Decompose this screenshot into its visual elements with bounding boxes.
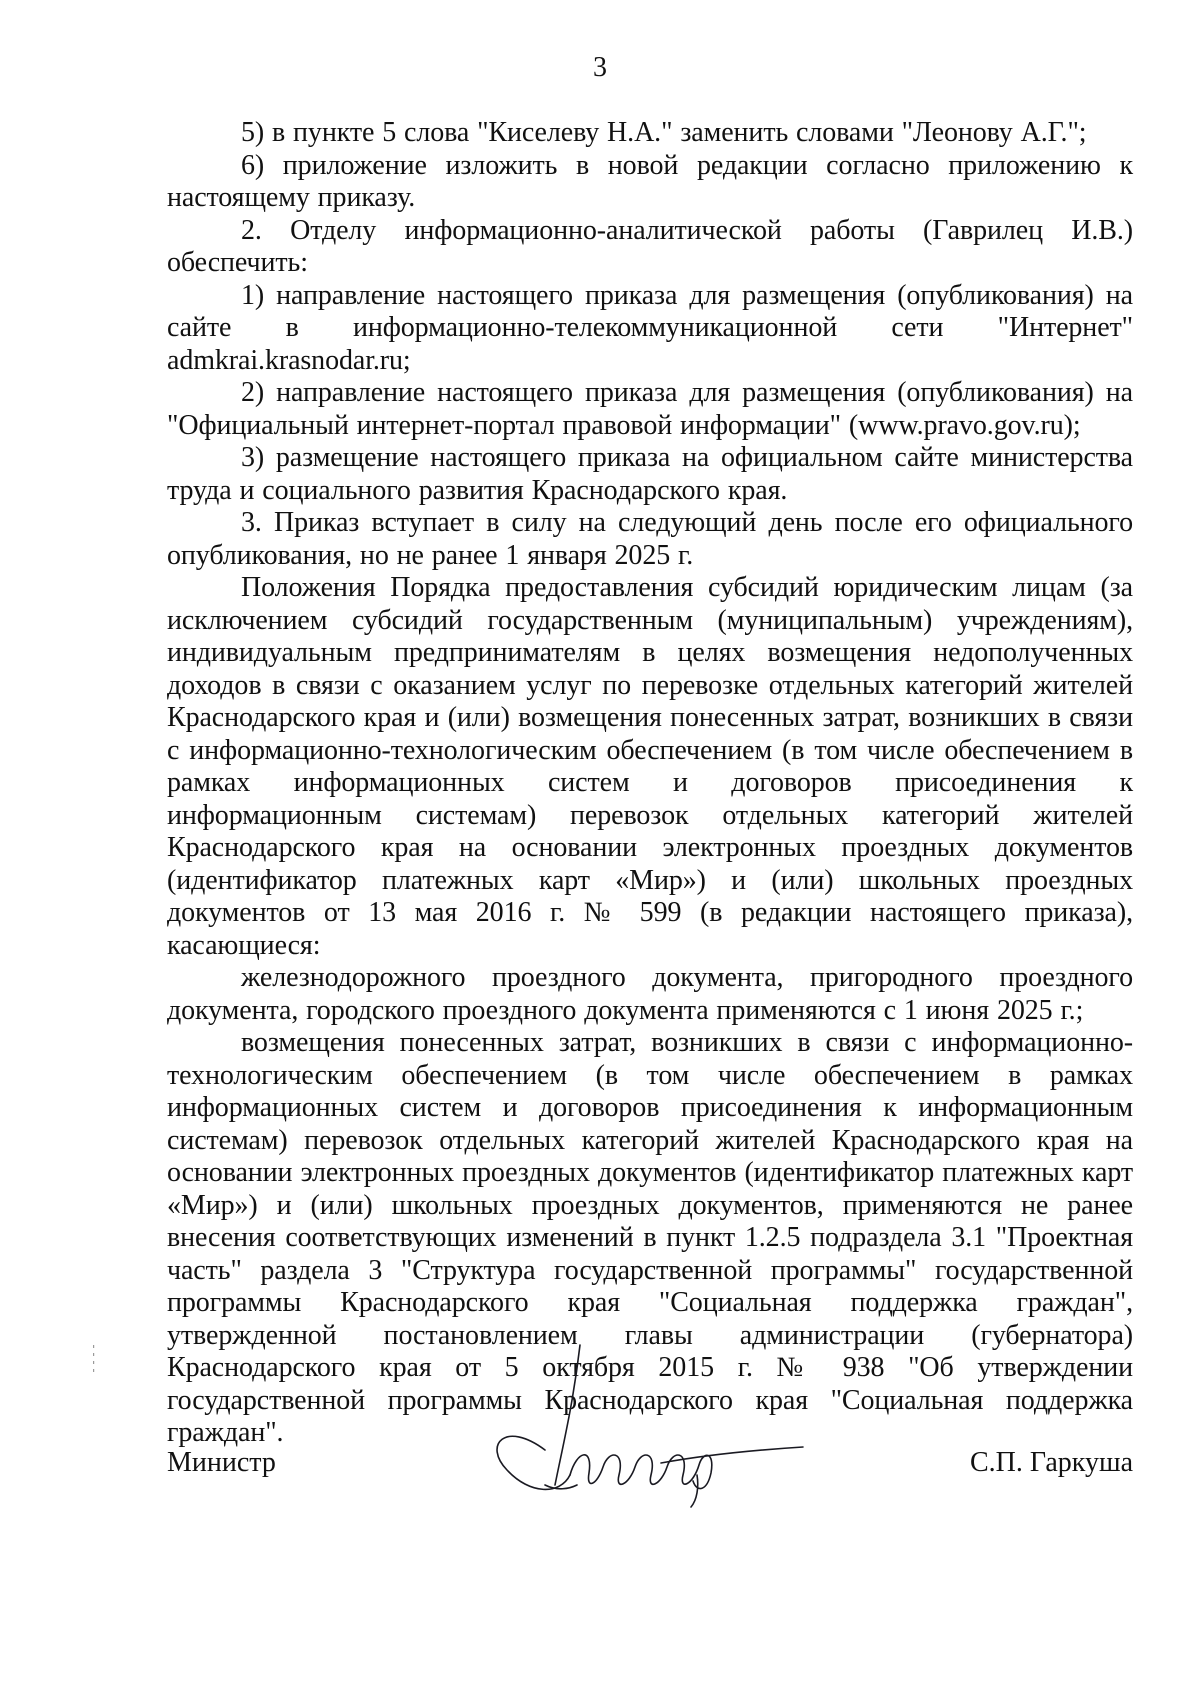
- paragraph-3: 2. Отделу информационно-аналитической работы (Гаврилец И.В.) обеспечить:: [167, 214, 1133, 278]
- signatory-title: Министр: [167, 1447, 276, 1478]
- paragraph-8: Положения Порядка предоставления субсидий юридическим лицам (за исключением субсидий государственным (муниципальным) учреждениям), индивидуальным предпринимателям в целях возмещения недополученных доходов в связи с оказанием услуг по перевозке отдельных категорий жителей Краснодарского края и (или) возмещения понесенных затрат, возникших в связи с информационно-технологическим обеспечением (в том числе обеспечением в рамках информационных систем и договоров присоединения к информационным системам) перевозок отдельных категорий жителей Краснодарского края на основании электронных проездных документов (идентификатор платежных карт «Мир») и (или) школьных проездных документов от 13 мая 2016 г. № 599 (в редакции настоящего приказа), касающиеся:: [167, 572, 1133, 961]
- document-body: [167, 117, 1133, 1450]
- signature-row: [167, 1443, 1133, 1483]
- paragraph-5: 2) направление настоящего приказа для размещения (опубликования) на "Официальный интернет-портал правовой информации" (www.pravo.gov.ru);: [167, 377, 1133, 441]
- scan-artifact-mark: [92, 1345, 96, 1385]
- paragraph-6: 3) размещение настоящего приказа на официальном сайте министерства труда и социального развития Краснодарского края.: [167, 442, 1133, 506]
- handwritten-signature: [485, 1335, 805, 1520]
- page-number: 3: [593, 52, 607, 83]
- paragraph-9: железнодорожного проездного документа, пригородного проездного документа, городского проездного документа применяются с 1 июня 2025 г.;: [167, 962, 1133, 1026]
- paragraph-1: 5) в пункте 5 слова "Киселеву Н.А." заменить словами "Леонову А.Г.";: [241, 117, 1087, 148]
- paragraph-10: возмещения понесенных затрат, возникших в связи с информационно-технологическим обеспечением (в том числе обеспечением в рамках информационных систем и договоров присоединения к информационным системам) перевозок отдельных категорий жителей Краснодарского края на основании электронных проездных документов (идентификатор платежных карт «Мир») и (или) школьных проездных документов, применяются не ранее внесения соответствующих изменений в пункт 1.2.5 подраздела 3.1 "Проектная часть" раздела 3 "Структура государственной программы" государственной программы Краснодарского края "Социальная поддержка граждан", утвержденной постановлением главы администрации (губернатора) Краснодарского края от 5 октября 2015 г. № 938 "Об утверждении государственной программы Краснодарского края "Социальная поддержка граждан".: [167, 1027, 1133, 1448]
- paragraph-4: 1) направление настоящего приказа для размещения (опубликования) на сайте в информационно-телекоммуникационной сети "Интернет" admkrai.krasnodar.ru;: [167, 279, 1133, 376]
- signatory-name: С.П. Гаркуша: [969, 1447, 1133, 1478]
- paragraph-7: 3. Приказ вступает в силу на следующий день после его официального опубликования, но не ранее 1 января 2025 г.: [167, 507, 1133, 571]
- paragraph-2: 6) приложение изложить в новой редакции согласно приложению к настоящему приказу.: [167, 149, 1133, 213]
